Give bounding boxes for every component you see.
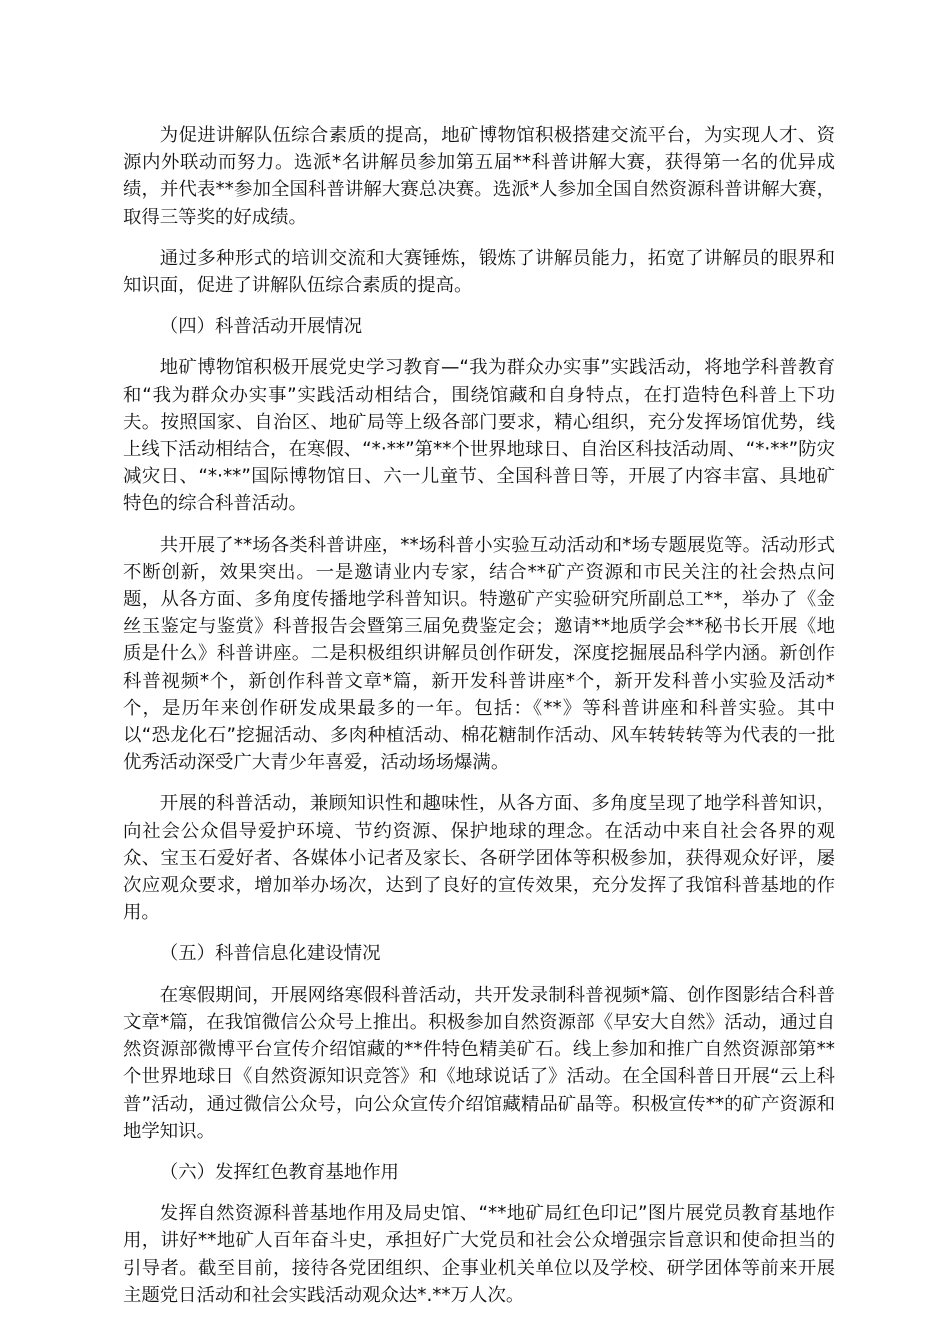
document-body [123,122,835,1323]
section-heading-4: （四）科普活动开展情况 [159,316,363,338]
paragraph-activities-effect: 开展的科普活动，兼顾知识性和趣味性，从各方面、多角度呈现了地学科普知识，向社会公众倡导爱护环境、节约资源、保护地球的理念。在活动中来自社会各界的观众、宝玉石爱好者、各媒体小记者及家长、各研学团体等积极参加，获得观众好评，屡次应观众要求，增加举办场次，达到了良好的宣传效果，充分发挥了我馆科普基地的作用。 [123,793,835,924]
paragraph-activities-overview: 地矿博物馆积极开展党史学习教育—“我为群众办实事”实践活动，将地学科普教育和“我为群众办实事”实践活动相结合，围绕馆藏和自身特点，在打造特色科普上下功夫。按照国家、自治区、地矿局等上级各部门要求，精心组织，充分发挥场馆优势，线上线下活动相结合，在寒假、“*·**”第**个世界地球日、自治区科技活动周、“*·**”防灾减灾日、“*·**”国际博物馆日、六一儿童节、全国科普日等，开展了内容丰富、具地矿特色的综合科普活动。 [123,357,835,515]
paragraph-training-competition: 为促进讲解队伍综合素质的提高，地矿博物馆积极搭建交流平台，为实现人才、资源内外联动而努力。选派*名讲解员参加第五届**科普讲解大赛，获得第一名的优异成绩，并代表**参加全国科普讲解大赛总决赛。选派*人参加全国自然资源科普讲解大赛，取得三等奖的好成绩。 [123,125,835,228]
section-heading-6: （六）发挥红色教育基地作用 [159,1161,399,1183]
paragraph-red-education: 发挥自然资源科普基地作用及局史馆、“**地矿局红色印记”图片展党员教育基地作用，讲好**地矿人百年奋斗史，承担好广大党员和社会公众增强宗旨意识和使命担当的引导者。截至目前，接待各党团组织、企事业机关单位以及学校、研学团体等前来开展主题党日活动和社会实践活动观众达*.**万人次。 [123,1203,835,1306]
paragraph-training-summary: 通过多种形式的培训交流和大赛锤炼，锻炼了讲解员能力，拓宽了讲解员的眼界和知识面，促进了讲解队伍综合素质的提高。 [123,247,835,297]
paragraph-activities-detail: 共开展了**场各类科普讲座，**场科普小实验互动活动和*场专题展览等。活动形式不断创新，效果突出。一是邀请业内专家，结合**矿产资源和市民关注的社会热点问题，从各方面、多角度传播地学科普知识。特邀矿产实验研究所副总工**，举办了《金丝玉鉴定与鉴赏》科普报告会暨第三届免费鉴定会；邀请**地质学会**秘书长开展《地质是什么》科普讲座。二是积极组织讲解员创作研发，深度挖掘展品科学内涵。新创作科普视频*个，新创作科普文章*篇，新开发科普讲座*个，新开发科普小实验及活动*个，是历年来创作研发成果最多的一年。包括：《**》等科普讲座和科普实验。其中以“恐龙化石”挖掘活动、多肉种植活动、棉花糖制作活动、风车转转转等为代表的一批优秀活动深受广大青少年喜爱，活动场场爆满。 [123,534,835,774]
paragraph-informatization: 在寒假期间，开展网络寒假科普活动，共开发录制科普视频*篇、创作图影结合科普文章*篇，在我馆微信公众号上推出。积极参加自然资源部《早安大自然》活动，通过自然资源部微博平台宣传介绍馆藏的**件特色精美矿石。线上参加和推广自然资源部第**个世界地球日《自然资源知识竞答》和《地球说话了》活动。在全国科普日开展“云上科普”活动，通过微信公众号，向公众宣传介绍馆藏精品矿晶等。积极宣传**的矿产资源和地学知识。 [123,984,835,1142]
section-heading-5: （五）科普信息化建设情况 [159,943,381,965]
